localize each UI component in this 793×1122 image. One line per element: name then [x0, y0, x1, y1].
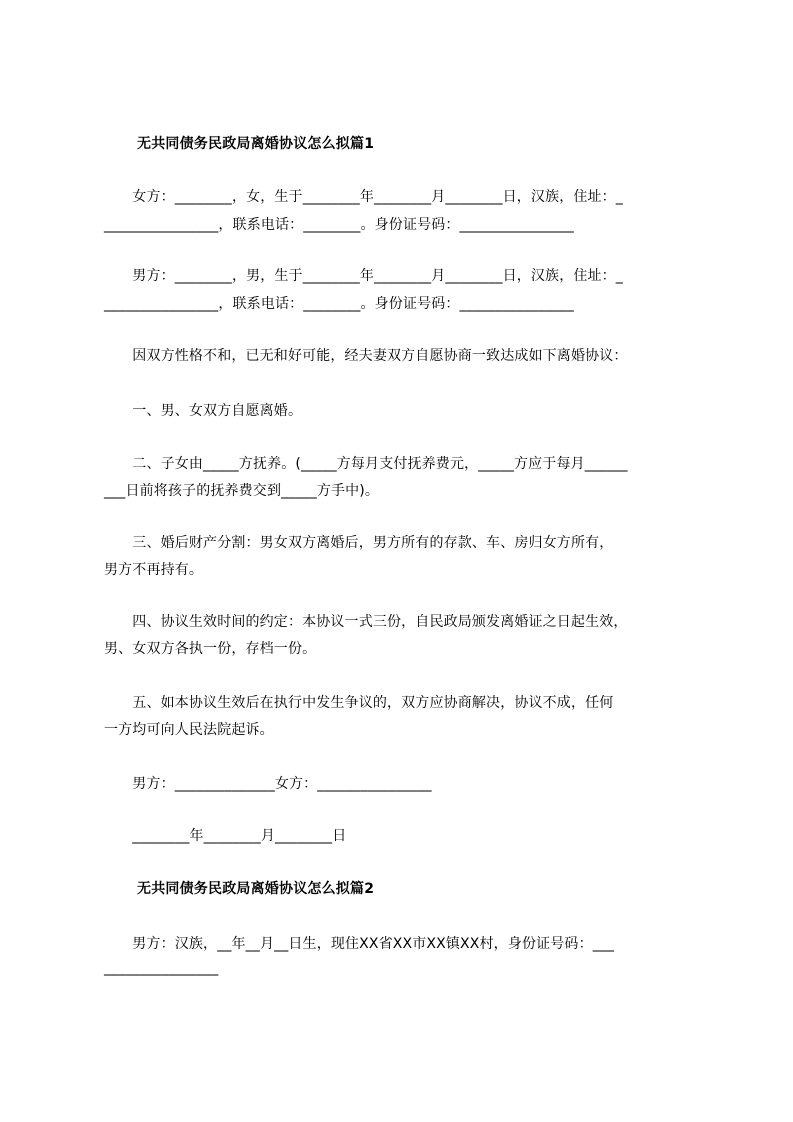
section2-male-line-1: 男方：汉族，__年__月__日生，现住XX省XX市XX镇XX村，身份证号码：___ — [104, 936, 615, 952]
male-info-line-2: ________________，联系电话：________。身份证号码：________________ — [104, 296, 574, 312]
section-title-1: 无共同债务民政局离婚协议怎么拟篇1 — [137, 136, 375, 152]
section2-male-line-2: ________________ — [104, 960, 219, 976]
signature-line: 男方：______________女方：________________ — [104, 776, 432, 792]
intro-paragraph: 因双方性格不和，已无和好可能，经夫妻双方自愿协商一致达成如下离婚协议： — [104, 348, 628, 364]
female-info-line-2: ________________，联系电话：________。身份证号码：________________ — [104, 217, 574, 233]
female-info-line-1: 女方：________，女，生于________年________月________日，汉族，住址：_ — [104, 189, 623, 205]
clause-2-line-1: 二、子女由_____方抚养。(_____方每月支付抚养费元，_____方应于每月______ — [104, 456, 628, 472]
male-info-line-1: 男方：________，男，生于________年________月________日，汉族，住址：_ — [104, 268, 623, 284]
clause-3-line-2: 男方不再持有。 — [104, 562, 204, 578]
clause-4-line-2: 男、女双方各执一份，存档一份。 — [104, 641, 317, 657]
clause-5-line-2: 一方均可向人民法院起诉。 — [104, 722, 274, 738]
clause-1: 一、男、女双方自愿离婚。 — [104, 403, 303, 419]
section-title-2: 无共同债务民政局离婚协议怎么拟篇2 — [137, 881, 375, 897]
date-line: ________年________月________日 — [104, 828, 347, 844]
clause-5-line-1: 五、如本协议生效后在执行中发生争议的，双方应协商解决，协议不成，任何 — [104, 695, 614, 711]
clause-2-line-2: ___日前将孩子的抚养费交到_____方手中)。 — [104, 483, 380, 499]
clause-3-line-1: 三、婚后财产分割：男女双方离婚后，男方所有的存款、车、房归女方所有， — [104, 535, 614, 551]
clause-4-line-1: 四、协议生效时间的约定：本协议一式三份，自民政局颁发离婚证之日起生效， — [104, 614, 628, 630]
